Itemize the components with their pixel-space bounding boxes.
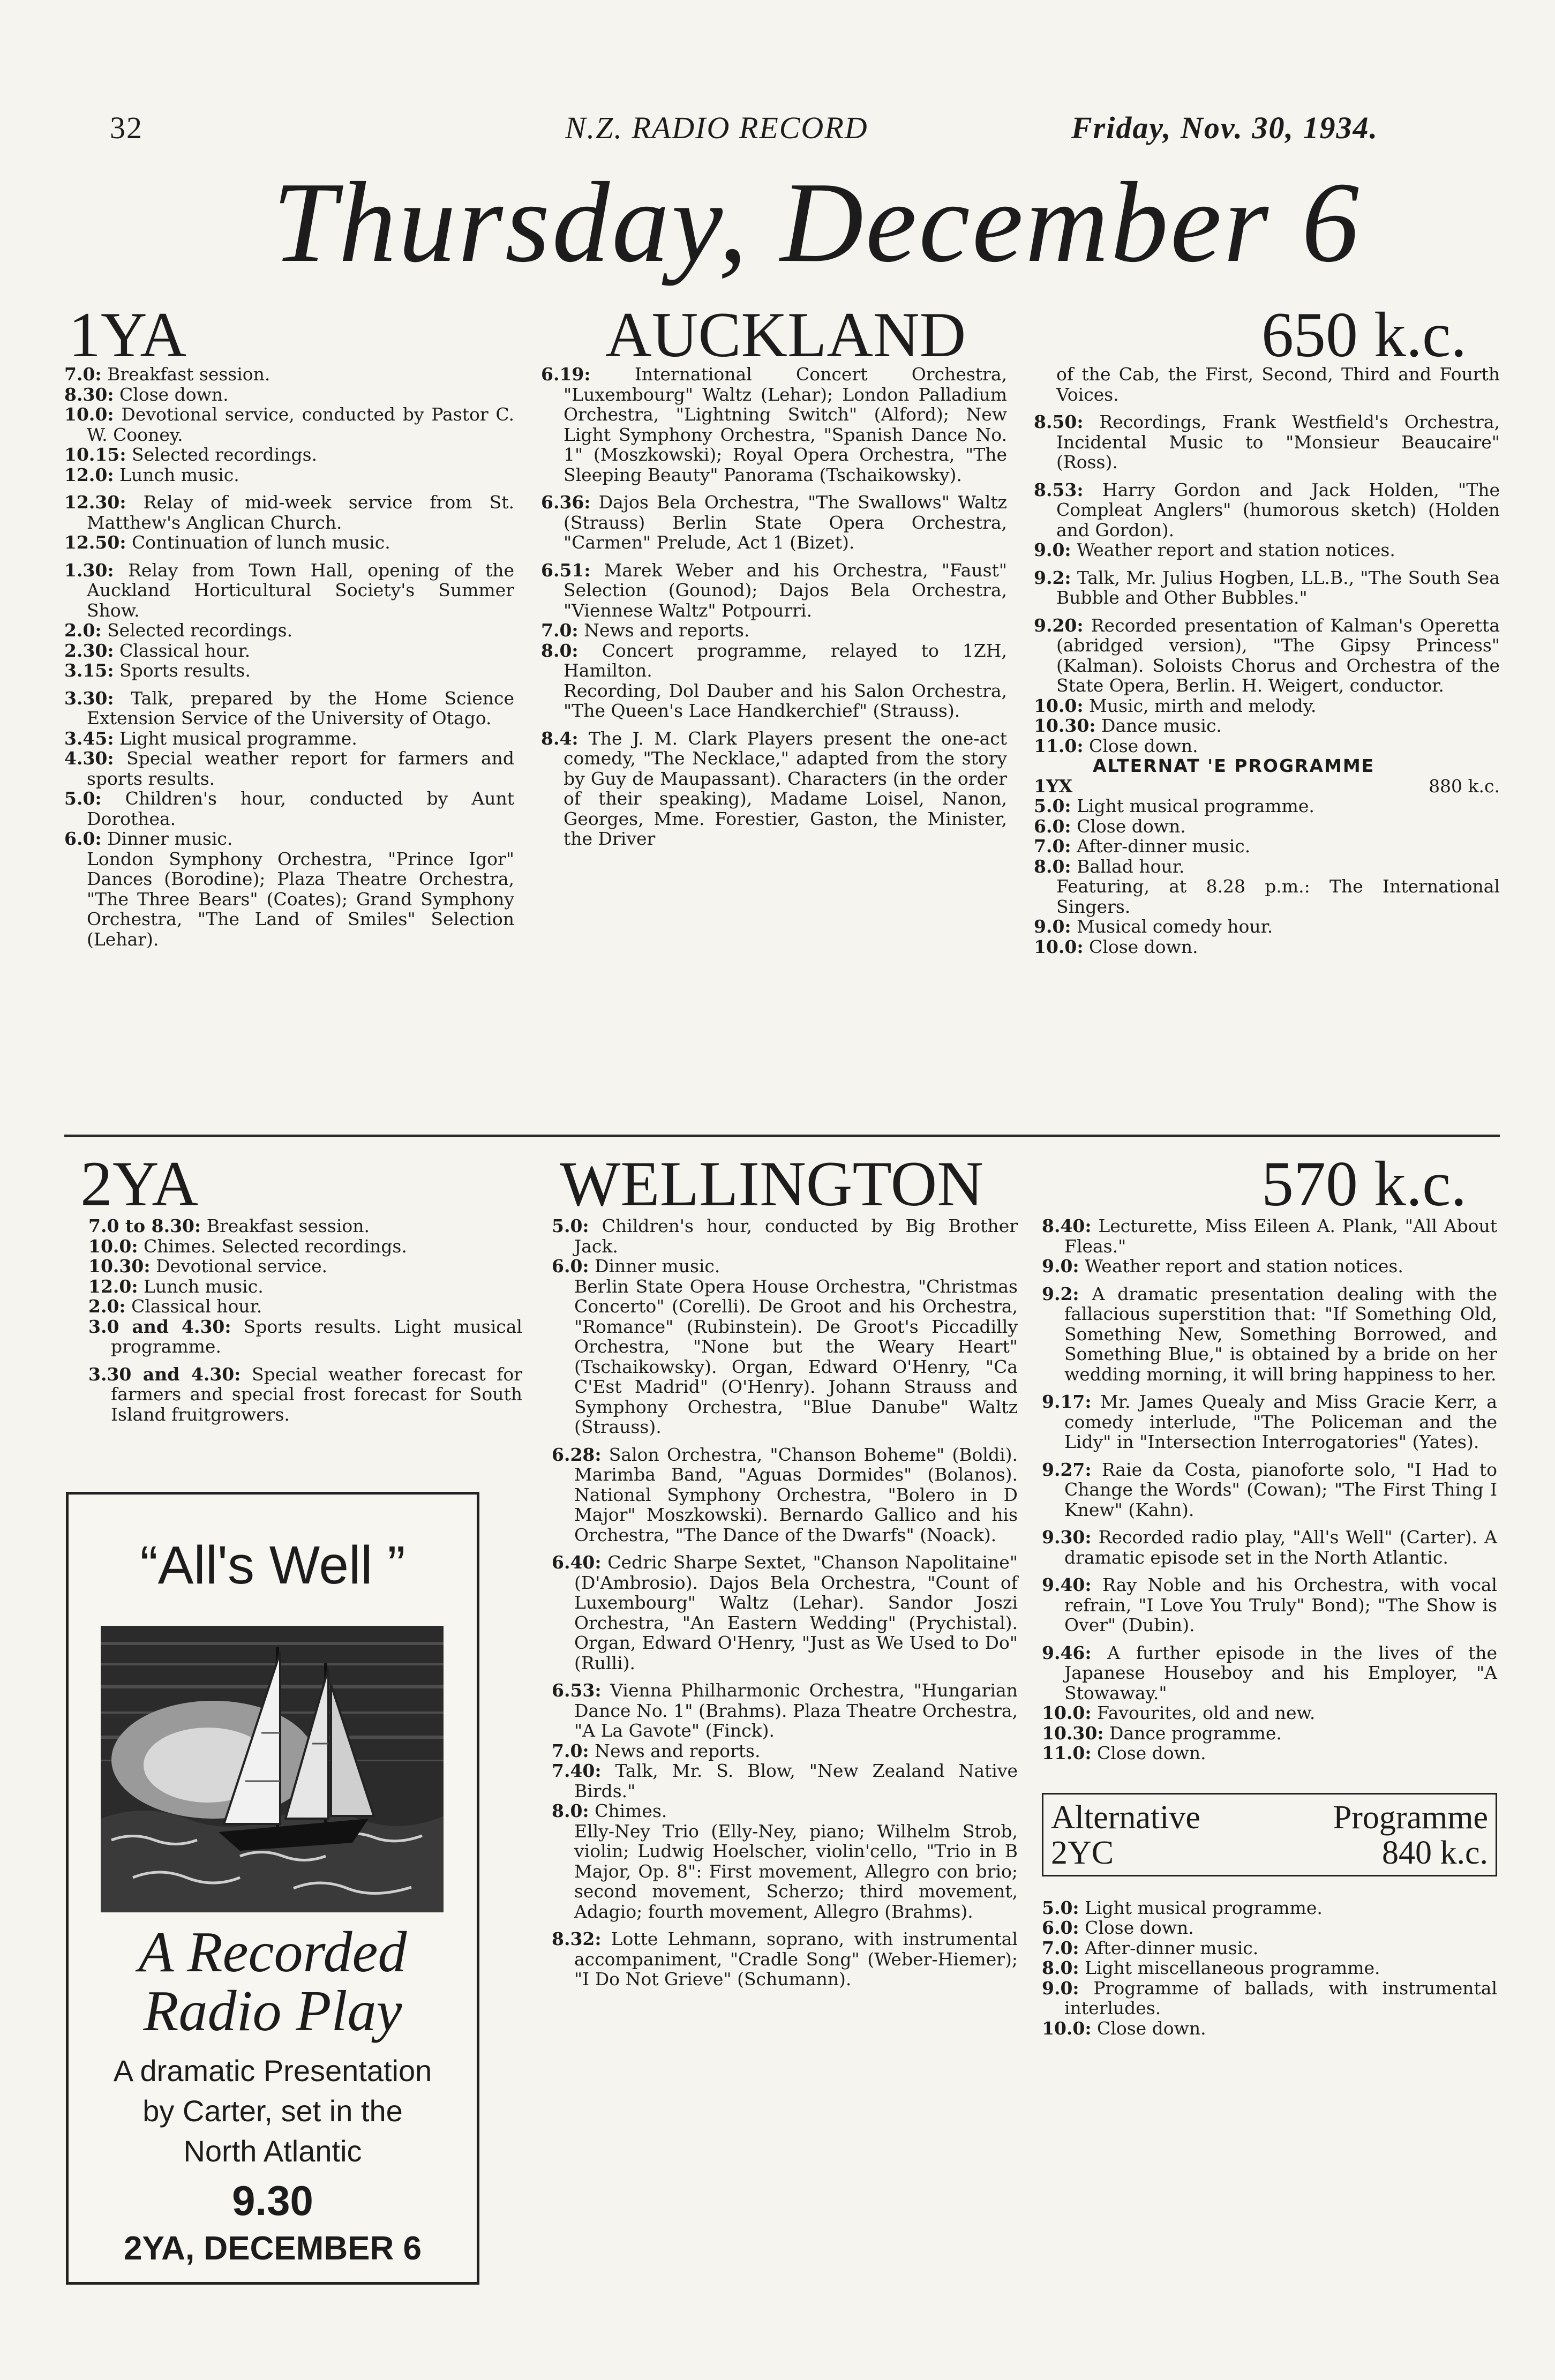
schedule-text: Dance programme. <box>1103 1722 1282 1744</box>
schedule-time: 7.0: <box>541 620 579 641</box>
station-call-2ya: 2YA <box>80 1148 199 1219</box>
auckland-column-3 <box>1034 364 1500 957</box>
schedule-entry <box>541 620 1007 641</box>
schedule-text: Vienna Philharmonic Orchestra, "Hungarian Dance No. 1" (Brahms). Plaza Theatre Orchestra, "A La Gavote" (Finck). <box>574 1680 1018 1741</box>
schedule-text: Mr. James Quealy and Miss Gracie Kerr, a comedy interlude, "The Policeman and the Lidy" in "Intersection Interrogatories" (Yates). <box>1064 1391 1497 1452</box>
schedule-entry <box>64 465 514 485</box>
auckland-column-1 <box>64 364 514 949</box>
schedule-time: 6.0: <box>552 1256 589 1277</box>
schedule-time: 10.0: <box>88 1235 138 1257</box>
auckland-alternative-list <box>1034 796 1500 957</box>
schedule-text: Continuation of lunch music. <box>126 532 390 553</box>
schedule-text: Classical hour. <box>114 640 251 661</box>
station-call-1ya: 1YA <box>69 299 187 370</box>
schedule-time: 10.0: <box>64 404 114 425</box>
schedule-text: Sports results. Light musical programme. <box>111 1316 522 1357</box>
schedule-time: 10.0: <box>1034 936 1084 957</box>
schedule-text: Chimes. Selected recordings. <box>138 1235 407 1257</box>
schedule-text: News and reports. <box>589 1740 761 1761</box>
schedule-text: Recording, Dol Dauber and his Salon Orchestra, "The Queen's Lace Handkerchief" (Strauss). <box>564 680 1007 721</box>
advert-title: “All's Well ” <box>140 1535 405 1595</box>
schedule-entry <box>552 1552 1018 1673</box>
schedule-text: Music, mirth and melody. <box>1083 695 1317 716</box>
schedule-time: 6.36: <box>541 492 591 513</box>
schedule-text: Sports results. <box>114 660 251 681</box>
schedule-text: Devotional service. <box>150 1256 328 1277</box>
schedule-entry <box>64 641 514 661</box>
schedule-entry <box>1034 615 1500 696</box>
schedule-time: 10.15: <box>64 444 126 465</box>
schedule-text: Special weather report for farmers and sports results. <box>87 748 514 789</box>
schedule-time: 11.0: <box>1034 735 1084 756</box>
alt-box-left-title: Alternative <box>1051 1799 1200 1836</box>
schedule-time: 5.0: <box>1034 795 1071 816</box>
all-s-well-advertisement <box>66 1492 479 2285</box>
schedule-text: Chimes. <box>589 1800 667 1821</box>
schedule-text: Close down. <box>1091 2017 1206 2039</box>
schedule-text: Weather report and station notices. <box>1071 539 1395 560</box>
schedule-entry <box>552 1801 1018 1821</box>
schedule-text: of the Cab, the First, Second, Third and Fourth Voices. <box>1056 364 1500 405</box>
schedule-entry <box>64 492 514 532</box>
schedule-entry <box>1042 2018 1497 2039</box>
schedule-text: Featuring, at 8.28 p.m.: The International Singers. <box>1056 876 1500 917</box>
advert-body-1: A dramatic Presentation <box>113 2054 432 2088</box>
schedule-entry <box>552 1277 1018 1437</box>
publication-title: N.Z. RADIO RECORD <box>565 110 868 145</box>
schedule-time: 7.40: <box>552 1760 602 1781</box>
wellington-schedule-list <box>1042 1216 1497 1763</box>
schedule-text: Lunch music. <box>114 464 239 485</box>
schedule-entry <box>64 729 514 749</box>
schedule-text: Dinner music. <box>589 1256 720 1277</box>
schedule-entry <box>552 1445 1018 1545</box>
schedule-time: 5.0: <box>1042 1897 1079 1918</box>
schedule-text: Talk, Mr. Julius Hogben, LL.B., "The South Sea Bubble and Other Bubbles." <box>1056 567 1500 608</box>
schedule-entry <box>88 1236 522 1257</box>
schedule-time: 9.2: <box>1042 1283 1079 1304</box>
schedule-text: Recorded radio play, "All's Well" (Carter). A dramatic episode set in the North Atlantic. <box>1064 1527 1497 1568</box>
schedule-text: Selected recordings. <box>126 444 318 465</box>
schedule-time: 2.30: <box>64 640 114 661</box>
schedule-entry <box>64 364 514 385</box>
advert-station-date: 2YA, DECEMBER 6 <box>124 2230 422 2267</box>
schedule-entry <box>541 364 1007 485</box>
schedule-entry <box>64 404 514 445</box>
schedule-text: Relay from Town Hall, opening of the Auckland Horticultural Society's Summer Show. <box>87 559 514 621</box>
schedule-entry <box>1034 716 1500 736</box>
schedule-entry <box>88 1216 522 1236</box>
alternative-station-freq: 880 k.c. <box>1429 775 1500 797</box>
schedule-time: 10.30: <box>88 1256 151 1277</box>
advert-line-recorded: A Recorded <box>138 1920 407 1984</box>
schedule-text: Relay of mid-week service from St. Matthew's Anglican Church. <box>87 492 514 533</box>
schedule-entry <box>1042 1460 1497 1520</box>
day-heading: Thursday, December 6 <box>272 158 1362 286</box>
schedule-entry <box>1042 1978 1497 2018</box>
schedule-text: Light musical programme. <box>114 727 357 749</box>
schedule-text: After-dinner music. <box>1071 836 1251 857</box>
schedule-time: 9.40: <box>1042 1574 1092 1595</box>
alternative-programme-box <box>1042 1793 1497 1876</box>
schedule-time: 9.30: <box>1042 1527 1092 1548</box>
schedule-time: 8.30: <box>64 384 114 405</box>
schedule-time: 10.0: <box>1034 695 1084 716</box>
schedule-time: 5.0: <box>552 1215 589 1236</box>
schedule-text: Lunch music. <box>138 1275 264 1297</box>
advert-body-3: North Atlantic <box>183 2134 362 2168</box>
schedule-entry <box>541 729 1007 849</box>
schedule-entry <box>552 1761 1018 1801</box>
schedule-text: Dinner music. <box>101 828 233 849</box>
schedule-time: 6.40: <box>552 1552 602 1573</box>
schedule-entry <box>64 445 514 465</box>
schedule-text: After-dinner music. <box>1079 1937 1259 1958</box>
schedule-time: 12.0: <box>88 1275 138 1297</box>
schedule-text: Light musical programme. <box>1071 795 1314 816</box>
schedule-text: Children's hour, conducted by Aunt Dorothea. <box>87 788 514 829</box>
schedule-text: Selected recordings. <box>101 620 293 641</box>
schedule-text: Devotional service, conducted by Pastor C. W. Cooney. <box>87 404 514 445</box>
schedule-text: Talk, Mr. S. Blow, "New Zealand Native Birds." <box>574 1760 1018 1801</box>
schedule-time: 3.15: <box>64 660 114 681</box>
schedule-time: 9.0: <box>1034 916 1071 937</box>
schedule-entry <box>64 688 514 729</box>
schedule-time: 8.0: <box>1042 1957 1079 1978</box>
schedule-entry <box>1034 876 1500 917</box>
schedule-entry <box>1034 480 1500 540</box>
schedule-entry <box>64 789 514 829</box>
schedule-time: 9.46: <box>1042 1642 1092 1663</box>
schedule-text: Concert programme, relayed to 1ZH, Hamilton. <box>564 640 1007 681</box>
schedule-time: 12.0: <box>64 464 114 485</box>
schedule-entry <box>1042 1527 1497 1567</box>
alternative-station-call: 1YX <box>1034 775 1073 797</box>
schedule-text: Close down. <box>114 384 229 405</box>
auckland-column-2 <box>541 364 1007 849</box>
schedule-entry <box>64 385 514 405</box>
schedule-entry <box>1034 917 1500 937</box>
schedule-entry <box>1042 1643 1497 1703</box>
schedule-entry <box>1034 568 1500 608</box>
schedule-entry <box>1042 1898 1497 1918</box>
issue-date: Friday, Nov. 30, 1934. <box>1071 110 1378 145</box>
schedule-entry <box>1042 1392 1497 1452</box>
schedule-text: Harry Gordon and Jack Holden, "The Compleat Anglers" (humorous sketch) (Holden and Gordon). <box>1056 479 1500 540</box>
schedule-time: 8.50: <box>1034 411 1084 432</box>
schedule-time: 3.45: <box>64 727 114 749</box>
alt-box-station-freq: 840 k.c. <box>1381 1834 1488 1871</box>
schedule-entry <box>1034 364 1500 404</box>
schedule-entry <box>1042 1216 1497 1256</box>
schedule-time: 12.30: <box>64 492 126 513</box>
schedule-entry <box>1042 1743 1497 1763</box>
advert-line-radio-play: Radio Play <box>143 1979 402 2043</box>
schedule-time: 6.51: <box>541 559 591 581</box>
schedule-time: 9.2: <box>1034 567 1071 588</box>
schedule-entry <box>1034 796 1500 816</box>
schedule-text: Salon Orchestra, "Chanson Boheme" (Boldi). Marimba Band, "Aguas Dormides" (Bolanos). National Symphony Orchestra, "Bolero in D Major" Moszkowski). Bernardo Gallico and his Orchestra, "The Dance of the Dwarfs" (Noack). <box>574 1444 1018 1545</box>
schedule-time: 8.0: <box>1034 855 1071 877</box>
schedule-text: A dramatic presentation dealing with the fallacious superstition that: "If Something Old, Something New, Something Borrowed, and Something Blue," is obtained by a bride on her wedding morning, it will bring happiness to her. <box>1064 1283 1497 1385</box>
schedule-entry <box>1042 1723 1497 1744</box>
schedule-entry <box>1042 1256 1497 1277</box>
schedule-time: 9.27: <box>1042 1459 1092 1480</box>
schedule-time: 10.30: <box>1042 1722 1104 1744</box>
station-city-wellington: WELLINGTON <box>560 1148 983 1219</box>
schedule-entry <box>1042 1575 1497 1635</box>
schedule-time: 9.0: <box>1042 1977 1079 1999</box>
schedule-time: 8.0: <box>552 1800 589 1821</box>
schedule-entry <box>541 681 1007 721</box>
schedule-entry <box>541 560 1007 621</box>
schedule-time: 10.30: <box>1034 715 1096 736</box>
schedule-entry <box>1034 412 1500 472</box>
schedule-text: Dance music. <box>1095 715 1222 736</box>
sailing-ship-illustration <box>101 1626 444 1912</box>
schedule-text: A further episode in the lives of the Japanese Houseboy and his Employer, "A Stowaway." <box>1064 1642 1497 1703</box>
schedule-text: Light miscellaneous programme. <box>1079 1957 1380 1978</box>
schedule-entry <box>1034 857 1500 877</box>
schedule-entry <box>1042 1938 1497 1958</box>
schedule-entry <box>552 1821 1018 1922</box>
schedule-entry <box>541 492 1007 553</box>
schedule-text: Close down. <box>1083 936 1198 957</box>
schedule-text: Recorded presentation of Kalman's Operetta (abridged version), "The Gipsy Princess" (Kalman). Soloists Chorus and Orchestra of the State Opera, Berlin. H. Weigert, conductor. <box>1056 614 1500 696</box>
schedule-entry <box>64 748 514 789</box>
schedule-time: 6.0: <box>64 828 102 849</box>
schedule-time: 8.40: <box>1042 1215 1092 1236</box>
page-number: 32 <box>110 110 143 145</box>
schedule-entry <box>64 829 514 849</box>
schedule-text: Berlin State Opera House Orchestra, "Christmas Concerto" (Corelli). De Groot and his Orchestra, "Romance" (Rubinstein). De Groot's Piccadilly Orchestra, "None but the Weary Heart" (Tschaikowsky). Organ, Edward O'Henry, "Ca C'Est Madrid" (O'Henry). Johann Strauss and Symphony Orchestra, "Blue Danube" Waltz (Strauss). <box>574 1275 1018 1437</box>
schedule-text: Special weather forecast for farmers and special frost forecast for South Island fruitgrowers. <box>111 1363 522 1425</box>
schedule-text: Weather report and station notices. <box>1079 1256 1403 1277</box>
schedule-entry <box>1042 1703 1497 1723</box>
schedule-time: 3.30: <box>64 687 114 709</box>
schedule-entry <box>552 1256 1018 1277</box>
schedule-entry <box>1034 696 1500 716</box>
schedule-entry <box>1042 1918 1497 1938</box>
schedule-time: 6.28: <box>552 1444 602 1465</box>
schedule-entry <box>64 532 514 553</box>
schedule-entry <box>1042 1284 1497 1385</box>
schedule-time: 7.0: <box>64 364 102 385</box>
schedule-text: Musical comedy hour. <box>1071 916 1273 937</box>
schedule-text: Close down. <box>1083 735 1198 756</box>
schedule-time: 2.0: <box>64 620 102 641</box>
schedule-entry <box>541 641 1007 681</box>
schedule-time: 3.30 and 4.30: <box>88 1363 241 1385</box>
schedule-time: 4.30: <box>64 748 114 769</box>
section-divider <box>64 1135 1500 1137</box>
station-freq-1ya: 650 k.c. <box>1261 299 1467 370</box>
station-city-auckland: AUCKLAND <box>605 299 966 370</box>
schedule-text: International Concert Orchestra, "Luxembourg" Waltz (Lehar); London Palladium Orchestra, "Lightning Switch" (Alford); New Light Symphony Orchestra, "Spanish Dance No. 1" (Moszkowski); Royal Opera Orchestra, "The Sleeping Beauty" Panorama (Tschaikowsky). <box>564 364 1007 485</box>
schedule-time: 6.53: <box>552 1680 602 1701</box>
schedule-entry <box>552 1741 1018 1761</box>
schedule-text: Talk, prepared by the Home Science Extension Service of the University of Otago. <box>87 687 514 729</box>
schedule-time: 7.0: <box>1034 836 1071 857</box>
schedule-entry <box>64 560 514 621</box>
schedule-time: 7.0: <box>552 1740 589 1761</box>
schedule-entry <box>88 1256 522 1277</box>
schedule-entry <box>64 660 514 681</box>
schedule-text: Programme of ballads, with instrumental interludes. <box>1064 1977 1497 2018</box>
schedule-entry <box>1034 736 1500 756</box>
schedule-text: Elly-Ney Trio (Elly-Ney, piano; Wilhelm Strob, violin; Ludwig Hoelscher, violin'cello, "Trio in B Major, Op. 8": First movement, Allegro con brio; second movement, Scherzo; third movement, Adagio; fourth movement, Allegro (Brahms). <box>574 1820 1018 1922</box>
schedule-entry <box>1042 1958 1497 1978</box>
schedule-entry <box>64 620 514 641</box>
schedule-text: Ray Noble and his Orchestra, with vocal refrain, "I Love You Truly" Bond); "The Show is Over" (Dubin). <box>1064 1574 1497 1635</box>
schedule-entry <box>1034 836 1500 857</box>
schedule-entry <box>64 849 514 950</box>
wellington-column-1 <box>88 1216 522 1424</box>
schedule-text: London Symphony Orchestra, "Prince Igor" Dances (Borodine); Plaza Theatre Orchestra, "The Three Bears" (Coates); Grand Symphony Orchestra, "The Land of Smiles" Selection (Lehar). <box>87 848 514 950</box>
schedule-entry <box>1034 540 1500 560</box>
station-freq-2ya: 570 k.c. <box>1261 1148 1467 1219</box>
wellington-column-3 <box>1042 1216 1497 2038</box>
schedule-time: 6.0: <box>1042 1917 1079 1938</box>
schedule-text: News and reports. <box>578 620 750 641</box>
schedule-time: 1.30: <box>64 559 114 581</box>
wellington-column-2 <box>552 1216 1018 1989</box>
schedule-text: Favourites, old and new. <box>1091 1702 1316 1723</box>
advert-body-2: by Carter, set in the <box>142 2094 403 2128</box>
schedule-time: 5.0: <box>64 788 102 809</box>
schedule-entry <box>88 1277 522 1297</box>
schedule-time: 11.0: <box>1042 1743 1092 1763</box>
schedule-time: 8.4: <box>541 727 579 749</box>
schedule-time: 8.0: <box>541 640 579 661</box>
wellington-alternative-list <box>1042 1898 1497 2039</box>
schedule-text: Dajos Bela Orchestra, "The Swallows" Waltz (Strauss) Berlin State Opera Orchestra, "Carmen" Prelude, Act 1 (Bizet). <box>564 492 1007 553</box>
schedule-time: 2.0: <box>88 1296 126 1317</box>
schedule-text: Light musical programme. <box>1079 1897 1323 1918</box>
schedule-time: 12.50: <box>64 532 126 553</box>
schedule-time: 3.0 and 4.30: <box>88 1316 231 1337</box>
schedule-entry <box>88 1364 522 1425</box>
schedule-entry <box>552 1216 1018 1256</box>
schedule-text: Raie da Costa, pianoforte solo, "I Had to Change the Words" (Cowan); "The First Thing I Knew" (Kahn). <box>1064 1459 1497 1520</box>
schedule-time: 9.17: <box>1042 1391 1092 1412</box>
schedule-text: Marek Weber and his Orchestra, "Faust" Selection (Gounod); Dajos Bela Orchestra, "Viennese Waltz" Potpourri. <box>564 559 1007 621</box>
schedule-entry <box>1034 937 1500 957</box>
schedule-time: 7.0 to 8.30: <box>88 1215 201 1236</box>
schedule-text: Breakfast session. <box>101 364 271 385</box>
schedule-time: 10.0: <box>1042 2017 1092 2039</box>
schedule-text: Lotte Lehmann, soprano, with instrumental accompaniment, "Cradle Song" (Weber-Hiemer); "I Do Not Grieve" (Schumann). <box>574 1928 1018 1989</box>
schedule-time: 6.19: <box>541 364 591 385</box>
schedule-text: Lecturette, Miss Eileen A. Plank, "All About Fleas." <box>1064 1215 1497 1257</box>
schedule-time: 9.20: <box>1034 614 1084 636</box>
schedule-entry <box>552 1929 1018 1989</box>
schedule-text: Cedric Sharpe Sextet, "Chanson Napolitaine" (D'Ambrosio). Dajos Bela Orchestra, "Count of Luxembourg" Waltz (Lehar). Sandor Joszi Orchestra, "An Eastern Wedding" (Prychistal). Organ, Edward O'Henry, "Just as We Used to Do" (Rulli). <box>574 1552 1018 1673</box>
schedule-entry <box>88 1317 522 1357</box>
schedule-time: 9.0: <box>1034 539 1071 560</box>
schedule-time: 6.0: <box>1034 815 1071 837</box>
schedule-text: The J. M. Clark Players present the one-act comedy, "The Necklace," adapted from the story by Guy de Maupassant). Characters (in the order of their speaking), Madame Loisel, Nanon, Georges, Mme. Forestier, Gaston, the Minister, the Driver <box>564 727 1007 849</box>
schedule-text: Breakfast session. <box>201 1215 370 1236</box>
alternative-station-line <box>1034 776 1500 797</box>
schedule-time: 8.32: <box>552 1928 602 1949</box>
schedule-time: 10.0: <box>1042 1702 1092 1723</box>
alternative-programme-heading: ALTERNAT 'E PROGRAMME <box>1093 755 1375 776</box>
schedule-time: 8.53: <box>1034 479 1084 500</box>
alt-box-right-title: Programme <box>1333 1799 1488 1836</box>
auckland-schedule-list <box>1034 364 1500 756</box>
schedule-entry <box>552 1680 1018 1741</box>
schedule-text: Classical hour. <box>125 1296 262 1317</box>
schedule-text: Close down. <box>1071 815 1186 837</box>
schedule-text: Close down. <box>1091 1743 1206 1763</box>
schedule-time: 9.0: <box>1042 1256 1079 1277</box>
schedule-text: Ballad hour. <box>1071 855 1185 877</box>
advert-time: 9.30 <box>232 2177 313 2224</box>
schedule-text: Children's hour, conducted by Big Brother Jack. <box>574 1215 1018 1257</box>
alt-box-station-call: 2YC <box>1051 1834 1114 1871</box>
schedule-entry <box>1034 816 1500 837</box>
schedule-text: Recordings, Frank Westfield's Orchestra, Incidental Music to "Monsieur Beaucaire" (Ross). <box>1056 411 1500 472</box>
schedule-entry <box>88 1296 522 1317</box>
schedule-text: Close down. <box>1079 1917 1194 1938</box>
schedule-time: 7.0: <box>1042 1937 1079 1958</box>
